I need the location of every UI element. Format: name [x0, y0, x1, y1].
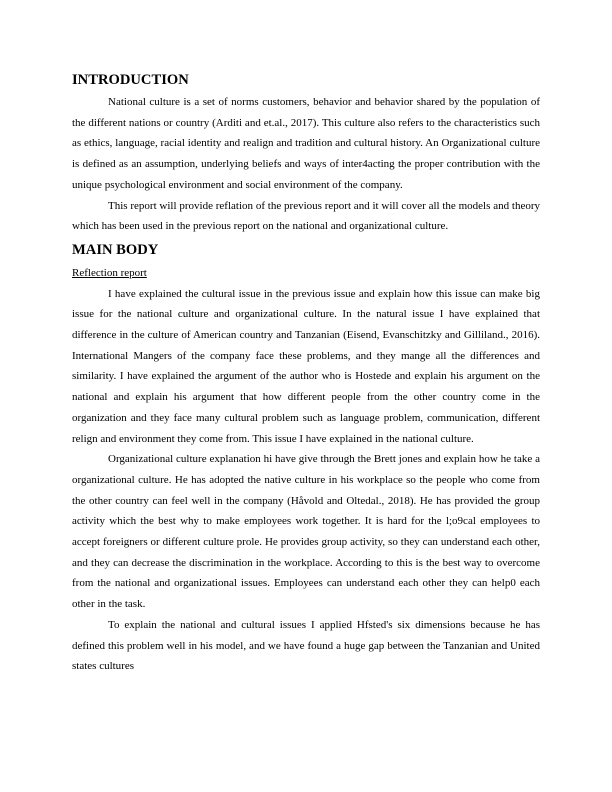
paragraph-body-3: To explain the national and cultural issues I applied Hfsted's six dimensions because he has defined this problem well in his model, and we have found a huge gap between the Tanzanian and United states cultures: [72, 618, 540, 673]
page-content: [72, 71, 540, 677]
paragraph-intro-2: This report will provide reflation of the previous report and it will cover all the models and theory which has been used in the previous report on the national and organizational culture.: [72, 199, 540, 233]
subheading-reflection-report: Reflection report: [72, 266, 147, 279]
heading-introduction: INTRODUCTION: [72, 72, 189, 88]
paragraph-body-1: I have explained the cultural issue in the previous issue and explain how this issue can make big issue for the national culture and organizational culture. In the natural issue I have explained that difference in the culture of American country and Tanzanian (Eisend, Evanschitzky and Gilliland., 2016). International Mangers of the company face these problems, and they mange all the differences and similarity. I have explained the argument of the author who is Hostede and explain his argument on the national and explain his argument that how different people from the other country come in the organization and they face many cultural problem such as language problem, communication, different relign and environment they come from. This issue I have explained in the national culture.: [72, 287, 540, 445]
paragraph-intro-1: National culture is a set of norms customers, behavior and behavior shared by the population of the different nations or country (Arditi and et.al., 2017). This culture also refers to the characteristics such as ethics, language, racial identity and realign and tradition and cultural history. An Organizational culture is defined as an assumption, underlying beliefs and ways of inter4acting the proper contribution with the unique psychological environment and social environment of the company.: [72, 96, 540, 191]
paragraph-body-2: Organizational culture explanation hi have give through the Brett jones and explain how he take a organizational culture. He has adopted the native culture in his workplace so the people who come from the other country can feel well in the company (Håvold and Oltedal., 2018). He has provided the group activity which the best why to make employees work together. It is hard for the l;o9cal employees to accept foreigners or different culture prole. He provides group activity, so they can understand each other, and they can decrease the discrimination in the workplace. According to this is the best way to overcome from the national and organizational issues. Employees can understand each other they can help0 each other in the task.: [72, 453, 540, 611]
heading-main-body: MAIN BODY: [72, 241, 159, 258]
